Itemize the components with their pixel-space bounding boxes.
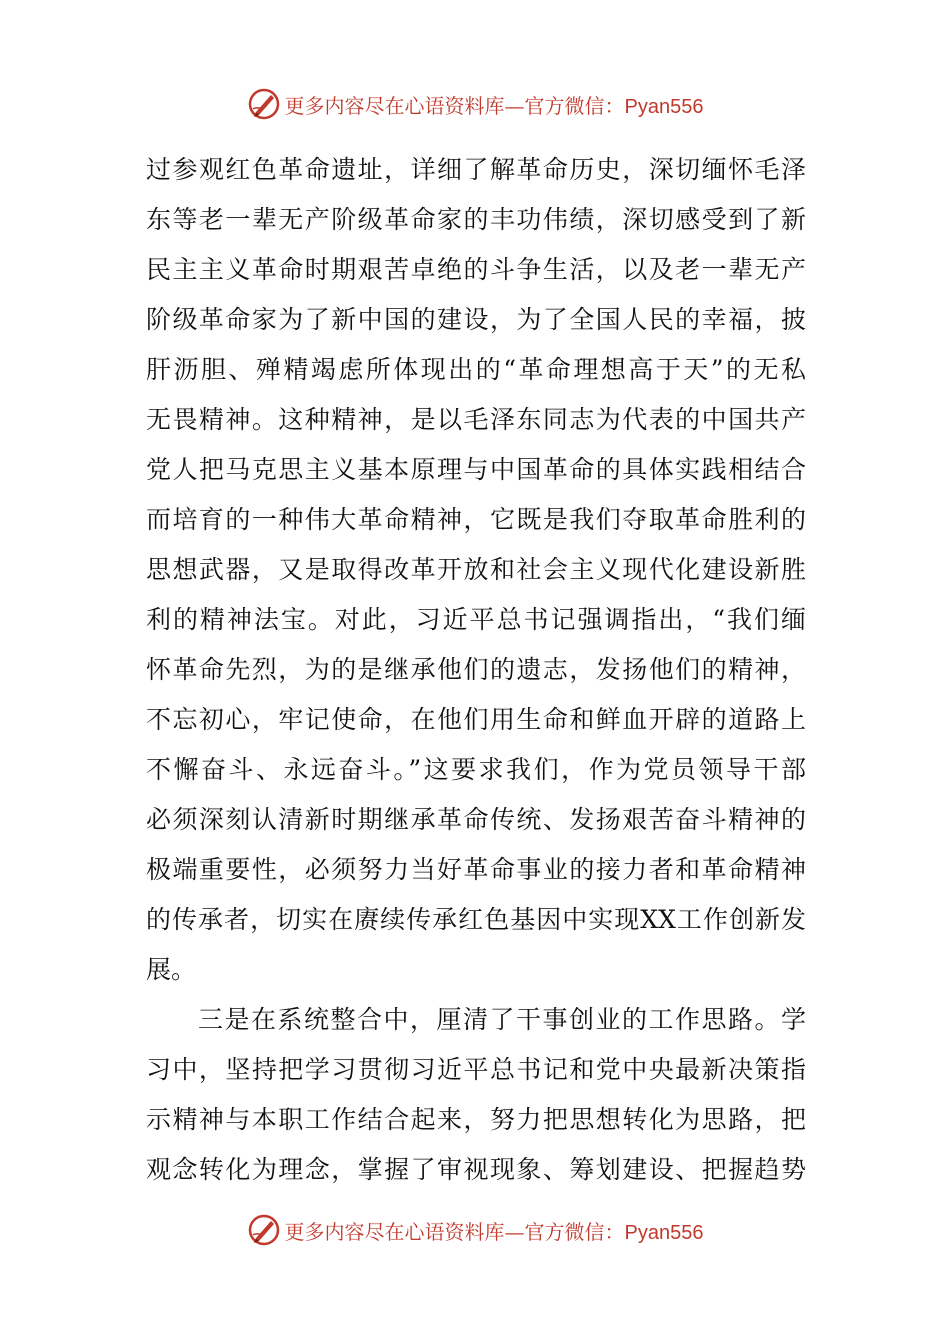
text-line: 阶级革命家为了新中国的建设，为了全国人民的幸福，披 (146, 305, 806, 334)
text-line: 思想武器，又是取得改革开放和社会主义现代化建设新胜 (146, 555, 806, 584)
text-line: 利的精神法宝。对此，习近平总书记强调指出，“我们缅 (146, 605, 806, 634)
text-line: 东等老一辈无产阶级革命家的丰功伟绩，深切感受到了新 (146, 205, 806, 234)
text-line: 示精神与本职工作结合起来，努力把思想转化为思路，把 (146, 1105, 806, 1134)
text-line: 党人把马克思主义基本原理与中国革命的具体实践相结合 (146, 455, 806, 484)
banner-text: 更多内容尽在心语资料库—官方微信：Pyan556 (284, 93, 704, 118)
document-body (146, 145, 806, 1195)
paragraph-1 (146, 145, 806, 995)
pen-logo-icon (247, 87, 281, 121)
text-line: 观念转化为理念，掌握了审视现象、筹划建设、把握趋势 (146, 1155, 806, 1184)
text-line: 习中，坚持把学习贯彻习近平总书记和党中央最新决策指 (146, 1055, 806, 1084)
text-line: 必须深刻认清新时期继承革命传统、发扬艰苦奋斗精神的 (146, 805, 806, 834)
pen-logo-icon (247, 1213, 281, 1247)
text-line: 肝沥胆、殚精竭虑所体现出的“革命理想高于天”的无私 (146, 355, 806, 384)
text-line: 怀革命先烈，为的是继承他们的遗志，发扬他们的精神， (146, 655, 806, 684)
header-watermark (0, 84, 950, 124)
text-line: 民主主义革命时期艰苦卓绝的斗争生活，以及老一辈无产 (146, 255, 806, 284)
wechat-id: Pyan556 (624, 1221, 704, 1244)
banner-text: 更多内容尽在心语资料库—官方微信：Pyan556 (284, 1219, 704, 1244)
text-line: 无畏精神。这种精神，是以毛泽东同志为代表的中国共产 (146, 405, 806, 434)
text-line: 而培育的一种伟大革命精神，它既是我们夺取革命胜利的 (146, 505, 806, 534)
banner (247, 1213, 704, 1247)
text-line: 极端重要性，必须努力当好革命事业的接力者和革命精神 (146, 855, 806, 884)
wechat-id: Pyan556 (624, 95, 704, 118)
paragraph-2 (146, 995, 806, 1195)
text-line: 的传承者，切实在赓续传承红色基因中实现XX工作创新发 (146, 905, 806, 934)
text-line: 三是在系统整合中，厘清了干事创业的工作思路。学 (198, 1005, 806, 1034)
text-line: 不懈奋斗、永远奋斗。”这要求我们，作为党员领导干部 (146, 755, 806, 784)
text-line: 展。 (146, 955, 197, 984)
text-line: 过参观红色革命遗址，详细了解革命历史，深切缅怀毛泽 (146, 155, 806, 184)
footer-watermark (0, 1210, 950, 1250)
text-line: 不忘初心，牢记使命，在他们用生命和鲜血开辟的道路上 (146, 705, 806, 734)
banner (247, 87, 704, 121)
